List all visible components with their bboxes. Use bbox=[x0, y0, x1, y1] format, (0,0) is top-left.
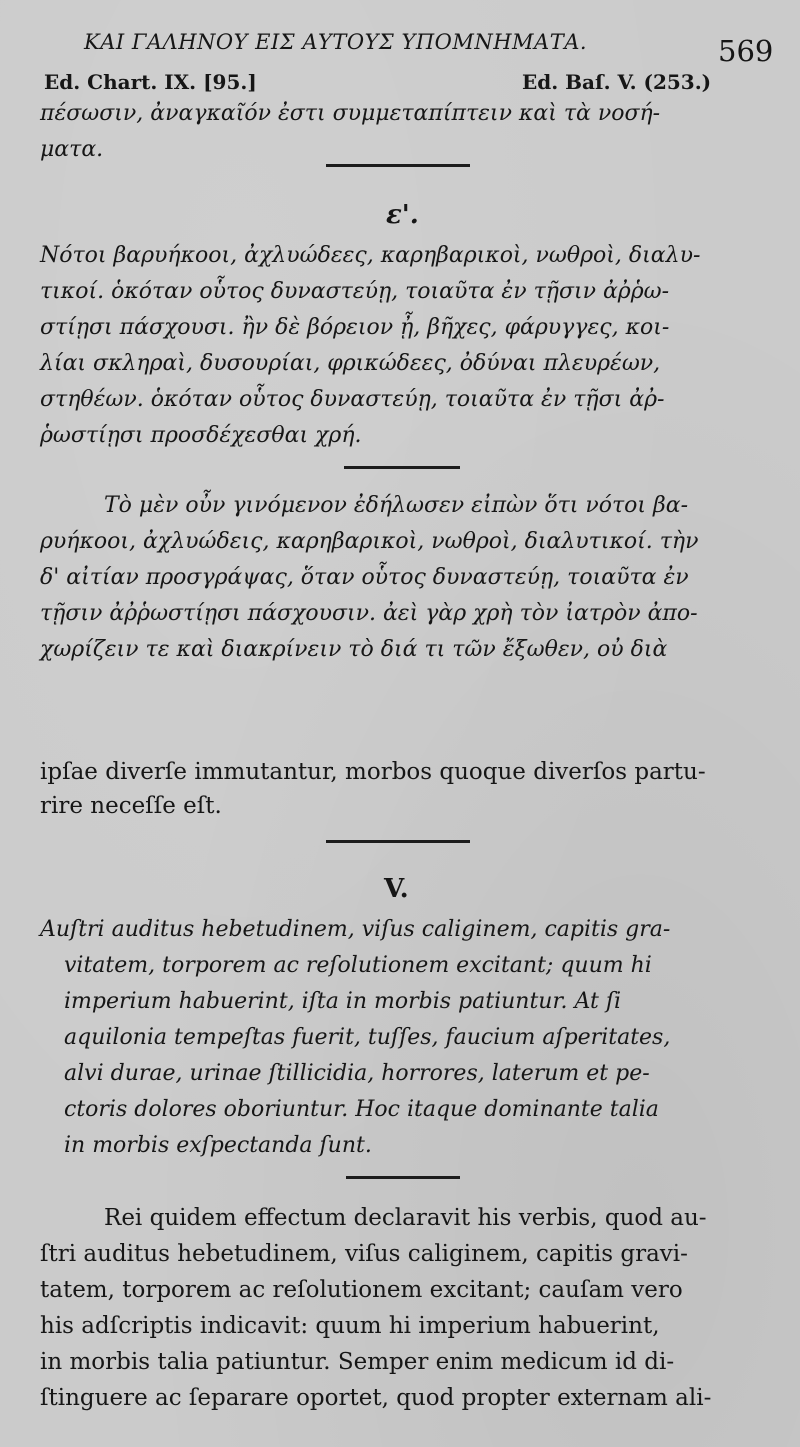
page-number: 569 bbox=[718, 34, 774, 68]
latin-aphorism-line: aquilonia tempeſtas fuerit, tuſſes, faucium aſperitates, bbox=[64, 1025, 671, 1050]
latin-section-number: V. bbox=[384, 874, 409, 904]
greek-intro-line: ματα. bbox=[40, 137, 104, 162]
latin-aphorism-line: alvi durae, urinae ſtillicidia, horrores, laterum et pe- bbox=[64, 1061, 650, 1086]
latin-commentary-line: Rei quidem effectum declaravit his verbis, quod au- bbox=[104, 1205, 707, 1231]
greek-commentary-line: ρυήκοοι, ἀχλυώδεις, καρηβαρικοὶ, νωθροὶ, διαλυτικοί. τὴν bbox=[40, 529, 699, 554]
greek-aphorism-line: τικοί. ὁκόταν οὗτος δυναστεύῃ, τοιαῦτα ἐν τῇσιν ἀῤῥω- bbox=[40, 279, 670, 304]
section-rule bbox=[326, 164, 470, 167]
greek-aphorism-line: Νότοι βαρυήκοοι, ἀχλυώδεες, καρηβαρικοὶ, νωθροὶ, διαλυ- bbox=[40, 243, 701, 268]
latin-commentary-line: in morbis talia patiuntur. Semper enim medicum id di- bbox=[40, 1349, 675, 1375]
latin-aphorism-line: ctoris dolores oboriuntur. Hoc itaque dominante talia bbox=[64, 1097, 659, 1122]
latin-commentary-line: ſtri auditus hebetudinem, viſus caliginem, capitis gravi- bbox=[40, 1241, 688, 1267]
greek-commentary-line: δ' αἰτίαν προσγράψας, ὅταν οὗτος δυναστεύῃ, τοιαῦτα ἐν bbox=[40, 565, 689, 590]
latin-aphorism-line: in morbis exſpectanda ſunt. bbox=[64, 1133, 372, 1158]
running-header-title: ΚΑΙ ΓΑΛΗΝΟΥ ΕΙΣ ΑΥΤΟΥΣ ΥΠΟΜΝΗΜΑΤΑ. bbox=[84, 30, 588, 54]
latin-aphorism-line: vitatem, torporem ac reſolutionem excitant; quum hi bbox=[64, 953, 652, 978]
section-rule bbox=[346, 1176, 460, 1179]
greek-section-number: ε'. bbox=[386, 200, 419, 230]
greek-commentary-line: τῇσιν ἀῤῥωστίῃσι πάσχουσιν. ἀεὶ γὰρ χρὴ τὸν ἰατρὸν ἀπο- bbox=[40, 601, 698, 626]
latin-commentary-line: his adſcriptis indicavit: quum hi imperium habuerint, bbox=[40, 1313, 660, 1339]
latin-aphorism-line: Auſtri auditus hebetudinem, viſus caliginem, capitis gra- bbox=[40, 917, 671, 942]
greek-commentary-line: Τὸ μὲν οὖν γινόμενον ἐδήλωσεν εἰπὼν ὅτι νότοι βα- bbox=[104, 493, 689, 518]
latin-commentary-line: ſtinguere ac ſeparare oportet, quod propter externam ali- bbox=[40, 1385, 712, 1411]
greek-aphorism-line: στηθέων. ὁκόταν οὗτος δυναστεύῃ, τοιαῦτα ἐν τῇσι ἀῤ- bbox=[40, 387, 665, 412]
latin-intro-line: rire neceſſe eſt. bbox=[40, 793, 222, 819]
latin-commentary-line: tatem, torporem ac reſolutionem excitant; cauſam vero bbox=[40, 1277, 683, 1303]
edition-reference-left: Ed. Chart. IX. [95.] bbox=[44, 70, 257, 94]
latin-intro-line: ipſae diverſe immutantur, morbos quoque diverſos partu- bbox=[40, 759, 706, 785]
greek-aphorism-line: λίαι σκληραὶ, δυσουρίαι, φρικώδεες, ὀδύναι πλευρέων, bbox=[40, 351, 661, 376]
greek-aphorism-line: στίῃσι πάσχουσι. ἢν δὲ βόρειον ᾖ, βῆχες, φάρυγγες, κοι- bbox=[40, 315, 670, 340]
greek-aphorism-line: ῥωστίῃσι προσδέχεσθαι χρή. bbox=[40, 423, 362, 448]
edition-reference-right: Ed. Baſ. V. (253.) bbox=[522, 70, 712, 94]
section-rule bbox=[344, 466, 460, 469]
section-rule bbox=[326, 840, 470, 843]
greek-commentary-line: χωρίζειν τε καὶ διακρίνειν τὸ διά τι τῶν ἔξωθεν, οὐ διὰ bbox=[40, 637, 668, 662]
latin-aphorism-line: imperium habuerint, iſta in morbis patiuntur. At ſi bbox=[64, 989, 622, 1014]
greek-intro-line: πέσωσιν, ἀναγκαῖόν ἐστι συμμεταπίπτειν καὶ τὰ νοσή- bbox=[40, 101, 661, 126]
